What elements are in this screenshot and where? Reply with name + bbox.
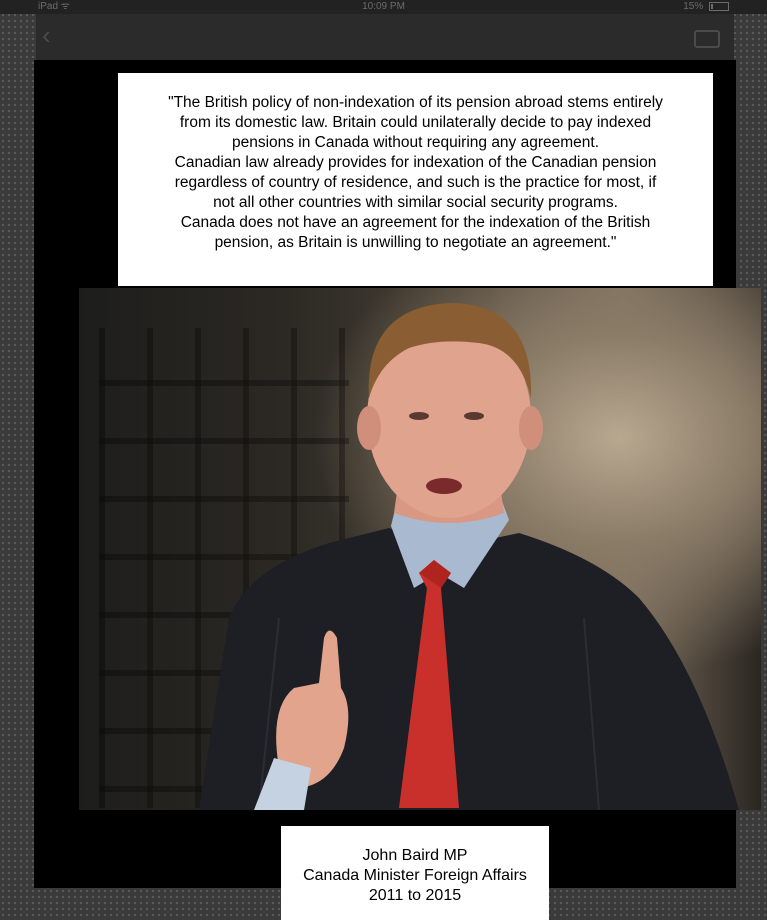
caption-years: 2011 to 2015 [368,887,462,904]
clock: 10:09 PM [362,1,405,12]
caption-box [281,826,549,920]
navigation-bar [36,14,734,60]
quote-line: pensions in Canada without requiring any agreement. [231,134,600,151]
quote-box [118,73,713,286]
speaker-figure [79,288,761,810]
quote-line: regardless of country of residence, and such is the practice for most, if [174,174,657,191]
carrier-label: iPad ᯤ [38,1,70,12]
battery-icon [709,2,729,11]
speaker-photo [79,288,761,810]
image-viewer [34,60,736,904]
quote-line: from its domestic law. Britain could unilaterally decide to pay indexed [179,114,652,131]
status-bar [0,0,767,14]
caption-role: Canada Minister Foreign Affairs [303,867,527,884]
caption-name: John Baird MP [362,847,468,864]
battery-indicator [683,0,729,14]
quote-line: not all other countries with similar social security programs. [213,194,618,211]
battery-percent: 15% [683,1,704,12]
quote-line: Canadian law already provides for indexation of the Canadian pension [174,154,657,171]
back-chevron-icon[interactable]: ‹ [42,20,51,50]
quote-line: "The British policy of non-indexation of its pension abroad stems entirely [168,94,663,111]
quote-line: pension, as Britain is unwilling to negotiate an agreement." [214,234,617,251]
share-icon[interactable] [694,30,720,48]
quote-line: Canada does not have an agreement for the indexation of the British [180,214,651,231]
